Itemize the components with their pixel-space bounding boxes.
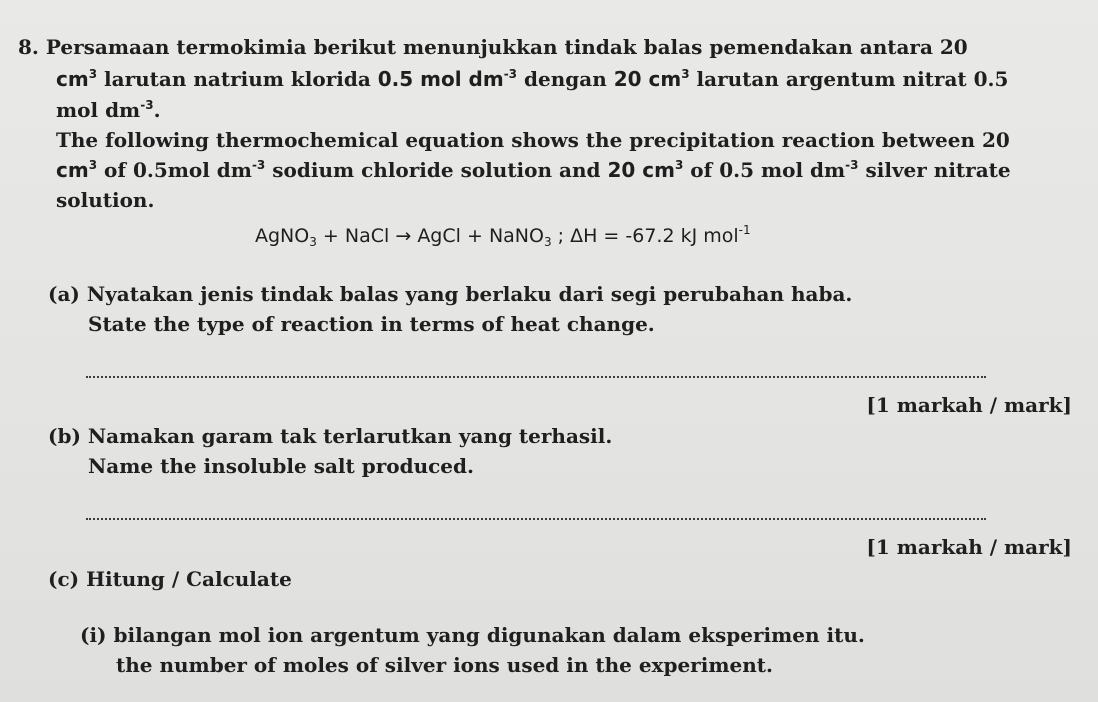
part-b-label: (b) <box>48 424 81 448</box>
part-c-label: (c) <box>48 567 80 591</box>
part-b-marks: [1 markah / mark] <box>866 535 1072 559</box>
part-c-i-english: the number of moles of silver ions used in the experiment. <box>116 653 773 677</box>
question-malay-line-2: $cm^3$ larutan natrium klorida 0.5 mol $dm^{-3}$ dengan 20 $cm^3$ larutan argentum nitrat 0.5 <box>56 67 1009 91</box>
part-a-english: State the type of reaction in terms of heat change. <box>88 312 655 336</box>
part-c-i-label: (i) <box>80 623 107 647</box>
part-a-label: (a) <box>48 282 80 306</box>
part-b-english: Name the insoluble salt produced. <box>88 454 474 478</box>
part-c-i-malay: (i) bilangan mol ion argentum yang digunakan dalam eksperimen itu. <box>80 623 865 647</box>
part-a-answer-line[interactable] <box>86 376 986 378</box>
part-c-heading: (c) Hitung / Calculate <box>48 567 292 591</box>
part-a-marks: [1 markah / mark] <box>866 393 1072 417</box>
question-english-line-2: $cm^3$ of 0.5mol $dm^{-3}$ sodium chloride solution and 20 $cm^3$ of 0.5 mol $dm^{-3}$ silver nitrate <box>56 158 1011 182</box>
question-english-line-3: solution. <box>56 188 155 212</box>
part-a-malay: (a) Nyatakan jenis tindak balas yang berlaku dari segi perubahan haba. <box>48 282 853 306</box>
part-b-answer-line[interactable] <box>86 518 986 520</box>
enthalpy-change: ΔH = -67.2 kJ mol <box>570 225 739 247</box>
question-malay-line-3: mol $dm^{-3}$. <box>56 98 161 122</box>
reaction-arrow: → <box>395 225 412 247</box>
question-number: 8. <box>18 35 39 59</box>
question-english-line-1: The following thermochemical equation shows the precipitation reaction between 20 <box>56 128 1010 152</box>
question-malay-line-1: 8. Persamaan termokimia berikut menunjukkan tindak balas pemendakan antara 20 <box>18 35 968 59</box>
part-b-malay: (b) Namakan garam tak terlarutkan yang terhasil. <box>48 424 613 448</box>
thermochemical-equation: AgNO$_3$ + NaCl → AgCl + NaNO$_3$ ; ΔH = -67.2 kJ mol$^{-1}$ <box>255 223 751 249</box>
